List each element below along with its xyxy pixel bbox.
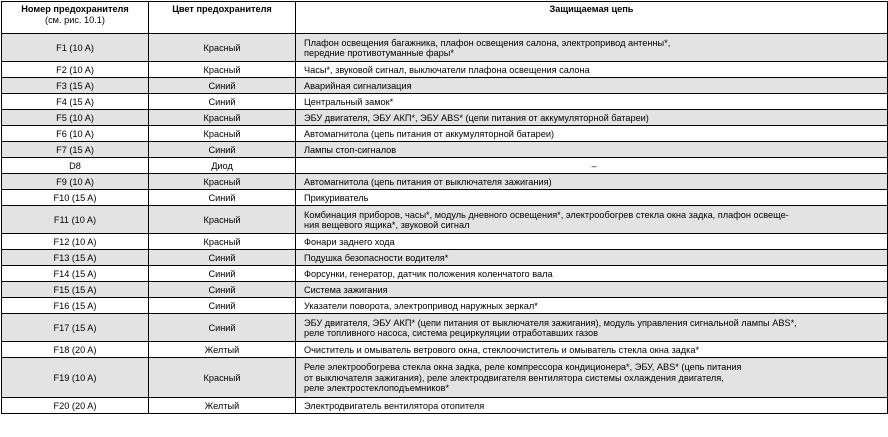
- circuit-line: реле электростеклоподъемников*: [304, 383, 450, 394]
- fuse-number-cell: F20 (20 A): [2, 398, 149, 414]
- circuit-line: Система зажигания: [304, 284, 388, 295]
- fuse-color-cell: Синий: [149, 78, 296, 94]
- fuse-color-cell: Красный: [149, 62, 296, 78]
- fuse-color-cell: Синий: [149, 314, 296, 342]
- fuse-number-cell: D8: [2, 158, 149, 174]
- circuit-line: ния вещевого ящика*, звуковой сигнал: [304, 220, 470, 230]
- table-row: [2, 206, 888, 234]
- fuse-number-cell: F6 (10 A): [2, 126, 149, 142]
- protected-circuit-cell: [296, 358, 888, 398]
- header-fuse-number-title: Номер предохранителя: [21, 4, 129, 14]
- circuit-line: Прикуриватель: [304, 192, 369, 203]
- fuse-number-cell: F11 (10 A): [2, 206, 149, 234]
- protected-circuit-cell: [296, 94, 888, 110]
- table-row: [2, 358, 888, 398]
- table-row: [2, 34, 888, 62]
- fuse-number-cell: F16 (15 A): [2, 298, 149, 314]
- circuit-line: Часы*, звуковой сигнал, выключатели плафона освещения салона: [304, 64, 590, 75]
- fuse-color-cell: Желтый: [149, 398, 296, 414]
- protected-circuit-cell: [296, 206, 888, 234]
- circuit-line: ЭБУ двигателя, ЭБУ АКП*, ЭБУ ABS* (цепи питания от аккумуляторной батареи): [304, 112, 649, 123]
- protected-circuit-cell: [296, 282, 888, 298]
- protected-circuit-cell: [296, 342, 888, 358]
- table-row: [2, 298, 888, 314]
- fuse-color-cell: Красный: [149, 126, 296, 142]
- fuse-color-cell: Диод: [149, 158, 296, 174]
- protected-circuit-cell: [296, 398, 888, 414]
- circuit-line: ЭБУ двигателя, ЭБУ АКП* (цепи питания от выключателя зажигания), модуль управления сигнальной лампы ABS*,: [304, 317, 797, 328]
- table-body: [2, 34, 888, 414]
- header-fuse-number-ref: (см. рис. 10.1): [45, 14, 105, 25]
- protected-circuit-cell: [296, 78, 888, 94]
- table-row: [2, 94, 888, 110]
- circuit-line: реле топливного насоса, система рециркуляции отработавших газов: [304, 328, 598, 338]
- table-row: [2, 190, 888, 206]
- protected-circuit-cell: [296, 250, 888, 266]
- fuse-number-cell: F10 (15 A): [2, 190, 149, 206]
- protected-circuit-cell: [296, 142, 888, 158]
- circuit-line: –: [591, 160, 597, 171]
- fuse-number-cell: F7 (15 A): [2, 142, 149, 158]
- protected-circuit-cell: [296, 158, 888, 174]
- circuit-line: Указатели поворота, электропривод наружных зеркал*: [304, 300, 538, 311]
- table-row: [2, 250, 888, 266]
- protected-circuit-cell: [296, 314, 888, 342]
- table-row: [2, 342, 888, 358]
- table-row: [2, 234, 888, 250]
- fuse-number-cell: F12 (10 A): [2, 234, 149, 250]
- table-row: [2, 314, 888, 342]
- circuit-line: Автомагнитола (цепь питания от аккумуляторной батареи): [304, 128, 555, 139]
- protected-circuit-cell: [296, 298, 888, 314]
- circuit-line: передние противотуманные фары*: [304, 48, 454, 58]
- table-row: [2, 398, 888, 414]
- fuse-number-cell: F18 (20 A): [2, 342, 149, 358]
- circuit-line: Центральный замок*: [304, 96, 394, 107]
- circuit-line: Аварийная сигнализация: [304, 80, 412, 91]
- protected-circuit-cell: [296, 110, 888, 126]
- table-row: [2, 266, 888, 282]
- table-row: [2, 126, 888, 142]
- fuse-color-cell: Синий: [149, 142, 296, 158]
- fuse-color-cell: Синий: [149, 190, 296, 206]
- circuit-line: Лампы стоп-сигналов: [304, 144, 397, 155]
- table-row: [2, 62, 888, 78]
- fuse-color-cell: Красный: [149, 206, 296, 234]
- header-row: [2, 2, 888, 34]
- fuse-color-cell: Синий: [149, 282, 296, 298]
- fuse-number-cell: F13 (15 A): [2, 250, 149, 266]
- fuse-color-cell: Красный: [149, 110, 296, 126]
- circuit-line: Форсунки, генератор, датчик положения коленчатого вала: [304, 268, 553, 279]
- header-fuse-color: Цвет предохранителя: [149, 2, 296, 34]
- fuse-number-cell: F15 (15 A): [2, 282, 149, 298]
- header-protected-circuit: Защищаемая цепь: [296, 2, 888, 34]
- circuit-line: Подушка безопасности водителя*: [304, 252, 449, 263]
- fuse-number-cell: F17 (15 A): [2, 314, 149, 342]
- fuse-table: [1, 1, 888, 414]
- table-header: [2, 2, 888, 34]
- header-fuse-number: [2, 2, 149, 34]
- fuse-number-cell: F1 (10 A): [2, 34, 149, 62]
- fuse-color-cell: Синий: [149, 250, 296, 266]
- fuse-color-cell: Желтый: [149, 342, 296, 358]
- fuse-color-cell: Синий: [149, 266, 296, 282]
- table-row: [2, 142, 888, 158]
- fuse-number-cell: F5 (10 A): [2, 110, 149, 126]
- circuit-line: Электродвигатель вентилятора отопителя: [304, 400, 485, 411]
- table-row: [2, 174, 888, 190]
- fuse-number-cell: F19 (10 A): [2, 358, 149, 398]
- protected-circuit-cell: [296, 34, 888, 62]
- fuse-color-cell: Красный: [149, 358, 296, 398]
- circuit-line: Автомагнитола (цепь питания от выключателя зажигания): [304, 176, 552, 187]
- fuse-number-cell: F3 (15 A): [2, 78, 149, 94]
- circuit-line: от выключателя зажигания), реле электродвигателя вентилятора системы охлаждения двигателя,: [304, 372, 724, 383]
- table-row: [2, 158, 888, 174]
- circuit-line: Фонари заднего хода: [304, 236, 395, 247]
- circuit-line: Реле электрообогрева стекла окна задка, реле компрессора кондиционера*, ЭБУ, ABS* (цепь питания: [304, 362, 742, 373]
- circuit-line: Очиститель и омыватель ветрового окна, стеклоочиститель и омыватель стекла окна задка*: [304, 344, 700, 355]
- protected-circuit-cell: [296, 266, 888, 282]
- fuse-number-cell: F14 (15 A): [2, 266, 149, 282]
- fuse-color-cell: Красный: [149, 234, 296, 250]
- fuse-number-cell: F4 (15 A): [2, 94, 149, 110]
- protected-circuit-cell: [296, 190, 888, 206]
- table-row: [2, 78, 888, 94]
- fuse-color-cell: Красный: [149, 174, 296, 190]
- fuse-color-cell: Синий: [149, 298, 296, 314]
- protected-circuit-cell: [296, 62, 888, 78]
- protected-circuit-cell: [296, 234, 888, 250]
- fuse-color-cell: Синий: [149, 94, 296, 110]
- fuse-number-cell: F2 (10 A): [2, 62, 149, 78]
- circuit-line: Плафон освещения багажника, плафон освещения салона, электропривод антенны*,: [304, 37, 671, 48]
- protected-circuit-cell: [296, 126, 888, 142]
- fuse-color-cell: Красный: [149, 34, 296, 62]
- circuit-line: Комбинация приборов, часы*, модуль дневного освещения*, электрообогрев стекла окна задка, плафон освеще-: [304, 209, 789, 220]
- protected-circuit-cell: [296, 174, 888, 190]
- table-row: [2, 282, 888, 298]
- fuse-number-cell: F9 (10 A): [2, 174, 149, 190]
- table-row: [2, 110, 888, 126]
